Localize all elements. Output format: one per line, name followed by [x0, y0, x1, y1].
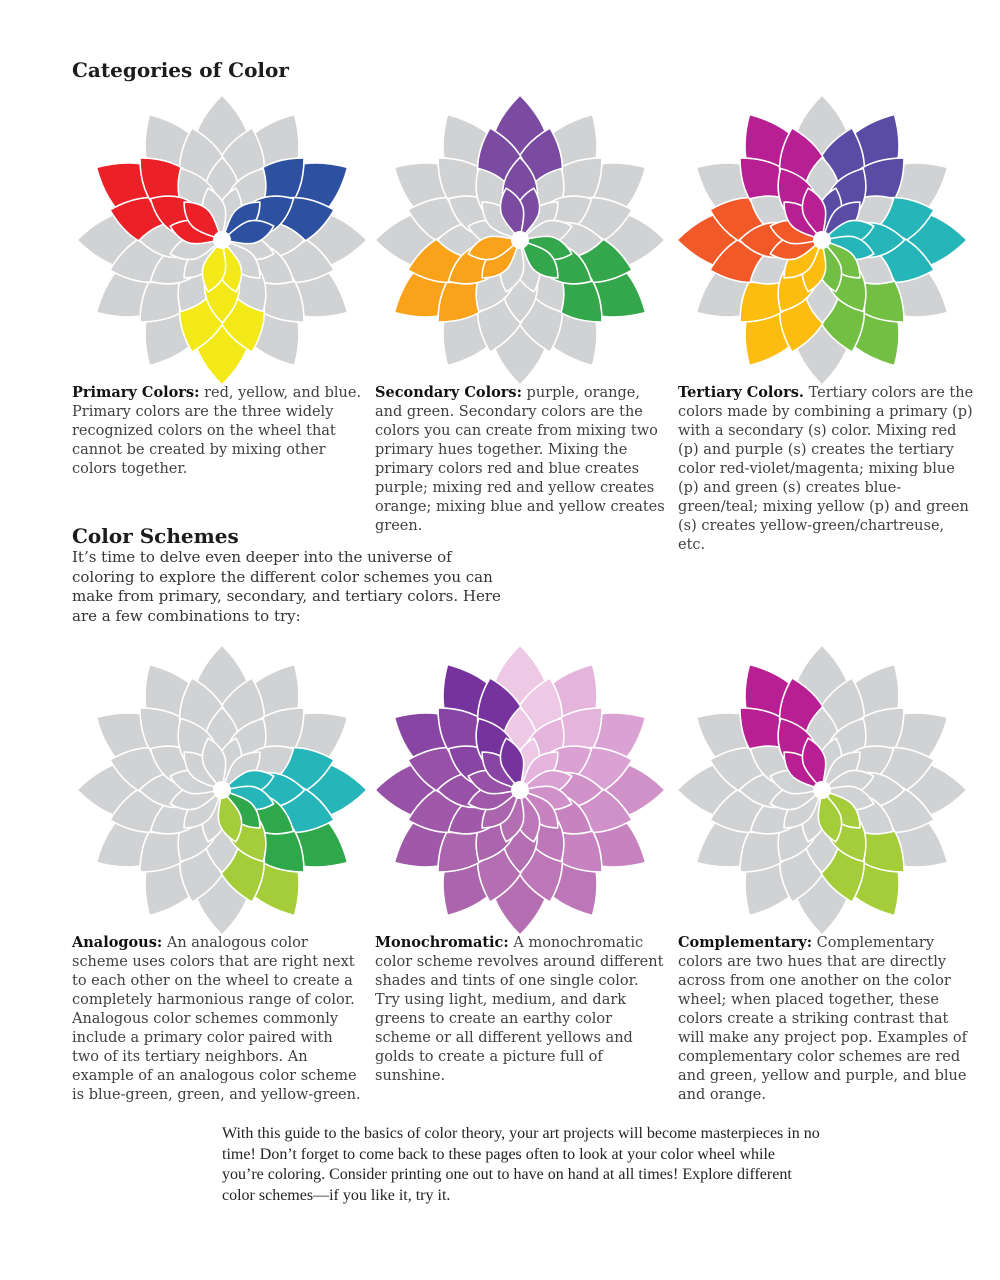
- tertiary-colors-term: Tertiary Colors.: [678, 384, 804, 401]
- analogous-caption: [72, 933, 364, 1105]
- complementary-color-wheel: [672, 640, 972, 940]
- tertiary-colors-caption: [678, 383, 974, 555]
- secondary-colors-term: Secondary Colors:: [375, 384, 522, 401]
- complementary-text: Complementary colors are two hues that are directly across from one another on the color wheel; when placed together, these colors create a striking contrast that will make any project pop. Examples of complementary color schemes are red and green, yellow and purple, and blue and orange.: [678, 935, 967, 1103]
- complementary-caption: [678, 933, 974, 1105]
- tertiary-colors-text: Tertiary colors are the colors made by combining a primary (p) with a secondary (s) color. Mixing red (p) and purple (s) creates the tertiary color red-violet/magenta; mixing blue (p) and green (s) creates blue-green/teal; mixing yellow (p) and green (s) creates yellow-green/chartreuse, etc.: [678, 385, 974, 553]
- analogous-center: [213, 781, 231, 799]
- complementary-term: Complementary:: [678, 934, 813, 951]
- secondary-center: [511, 231, 529, 249]
- primary-center: [213, 231, 231, 249]
- primary-colors-caption: [72, 383, 364, 479]
- analogous-term: Analogous:: [72, 934, 163, 951]
- tertiary-color-wheel: [672, 90, 972, 390]
- monochromatic-text: A monochromatic color scheme revolves around different shades and tints of one single color. Try using light, medium, and dark greens to create an earthy color scheme or all different yellows and golds to create a picture full of sunshine.: [375, 935, 664, 1084]
- tertiary-center: [813, 231, 831, 249]
- closing-paragraph: With this guide to the basics of color theory, your art projects will become masterpieces in no time! Don’t forget to come back to these pages often to look at your color wheel while you’re coloring. Consider printing one out to have on hand at all times! Explore different color schemes—if you like it, try it.: [222, 1125, 820, 1204]
- color-schemes-heading: Color Schemes: [72, 524, 239, 548]
- monochromatic-caption: [375, 933, 667, 1086]
- monochromatic-color-wheel: [370, 640, 670, 940]
- primary-colors-term: Primary Colors:: [72, 384, 200, 401]
- secondary-colors-text: purple, orange, and green. Secondary colors are the colors you can create from mixing two primary hues together. Mixing the primary colors red and blue creates purple; mixing red and yellow creates orange; mixing blue and yellow creates green.: [375, 385, 665, 534]
- monochromatic-term: Monochromatic:: [375, 934, 509, 951]
- analogous-color-wheel: [72, 640, 372, 940]
- color-schemes-intro: It’s time to delve even deeper into the universe of coloring to explore the different color schemes you can make from primary, secondary, and tertiary colors. Here are a few combinations to try:: [72, 548, 501, 625]
- analogous-text: An analogous color scheme uses colors that are right next to each other on the wheel to create a completely harmonious range of color. Analogous color schemes commonly include a primary color paired with two of its tertiary neighbors. An example of an analogous color scheme is blue-green, green, and yellow-green.: [72, 935, 361, 1103]
- monochromatic-center: [511, 781, 529, 799]
- secondary-colors-caption: [375, 383, 667, 536]
- complementary-center: [813, 781, 831, 799]
- primary-colors-text: red, yellow, and blue. Primary colors are the three widely recognized colors on the wheel that cannot be created by mixing other colors together.: [72, 385, 362, 477]
- primary-color-wheel: [72, 90, 372, 390]
- secondary-color-wheel: [370, 90, 670, 390]
- categories-of-color-heading: Categories of Color: [72, 58, 289, 82]
